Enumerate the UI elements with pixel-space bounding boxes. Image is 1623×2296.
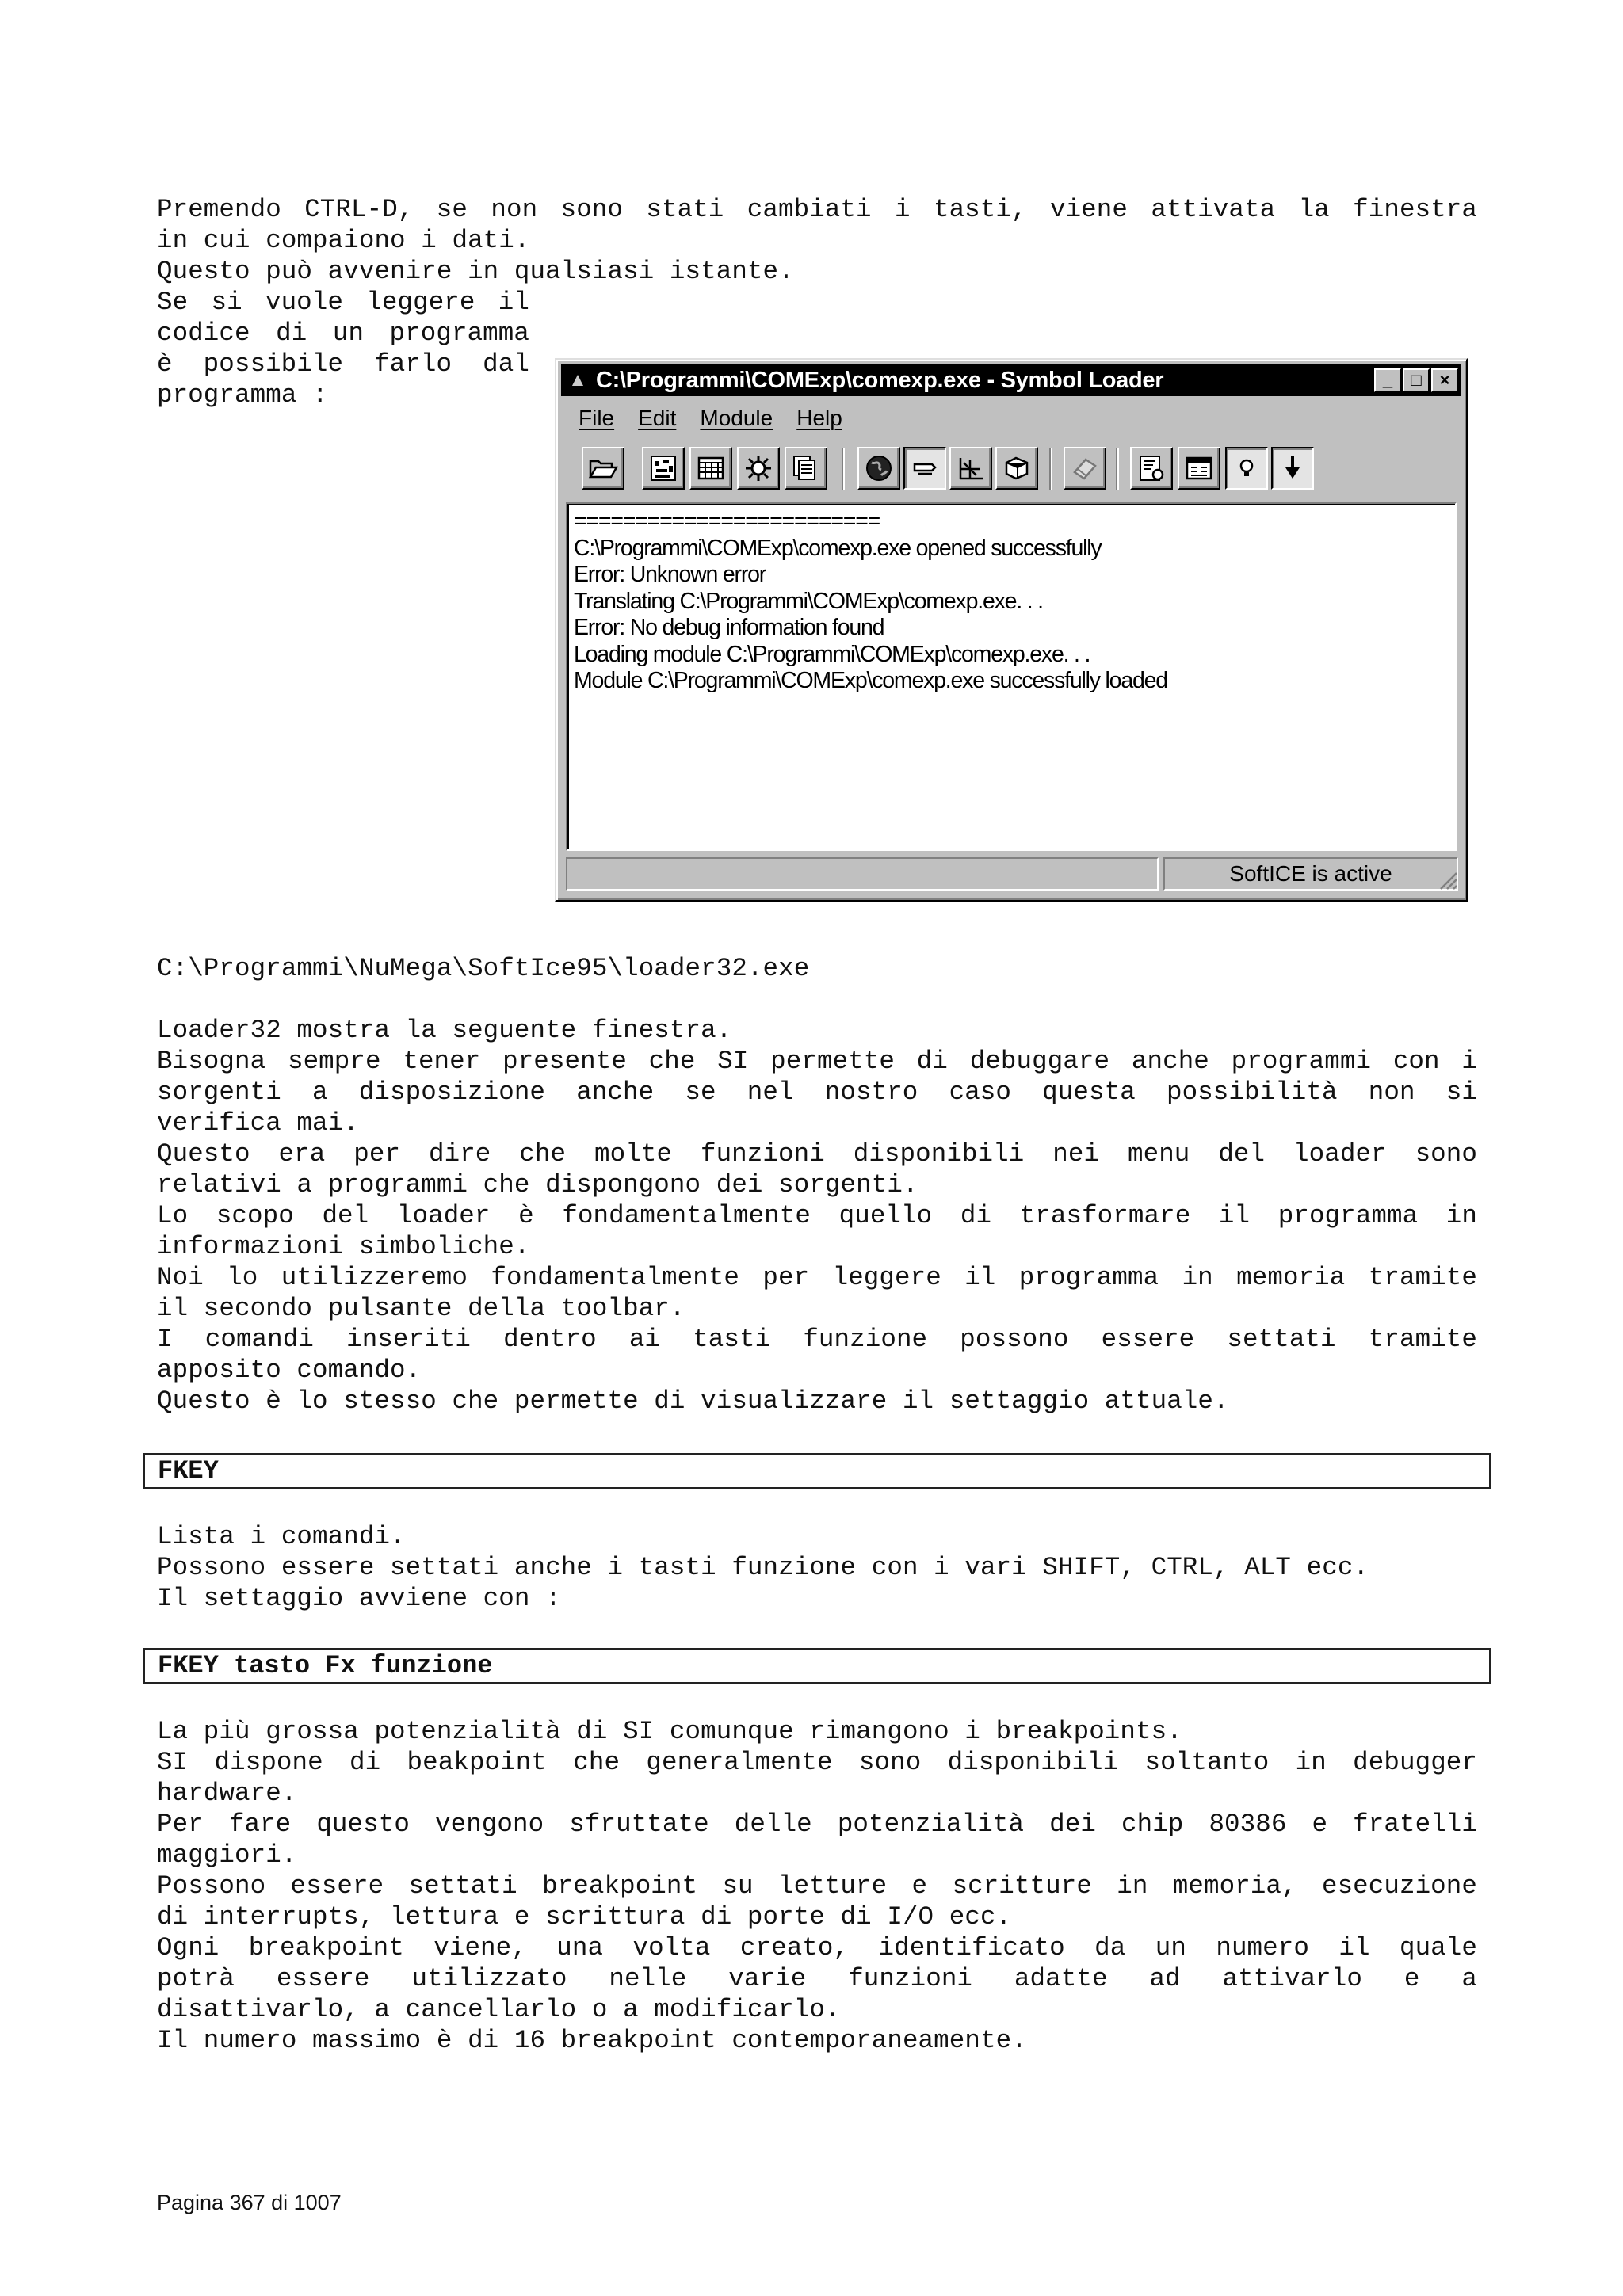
toolbar [566, 447, 1457, 493]
text-line: maggiori. [157, 1840, 297, 1870]
table-icon [696, 453, 726, 483]
text-line: il secondo pulsante della toolbar. [157, 1294, 685, 1323]
loader-path [157, 953, 1477, 984]
log-line: Error: No debug information found [574, 615, 884, 640]
paragraph-fkey [157, 1521, 1477, 1614]
menu-file[interactable]: File [579, 406, 615, 430]
text-line: potrà essere utilizzato nelle varie funzioni adatte ad attivarlo e a [157, 1964, 1477, 1993]
text-line: Lista i comandi. [157, 1522, 406, 1551]
text-line: disattivarlo, a cancellarlo o a modificarlo. [157, 1995, 841, 2024]
history-icon [1184, 453, 1214, 483]
text-line: Lo scopo del loader è fondamentalmente quello di trasformare il programma in [157, 1201, 1477, 1230]
grid-button[interactable] [949, 447, 992, 490]
resize-grip-icon[interactable] [1438, 870, 1458, 891]
text-line: informazioni simboliche. [157, 1232, 530, 1261]
open-folder-icon [588, 453, 618, 483]
toolbar-separator [1116, 448, 1119, 490]
settings-button[interactable] [737, 447, 780, 490]
log-line: Loading module C:\Programmi\COMExp\comexp.exe. . . [574, 641, 1090, 667]
symbol-loader-window [555, 358, 1468, 902]
text-line: Questo può avvenire in qualsiasi istante. [157, 257, 794, 286]
text-line: è possibile farlo dal [157, 349, 529, 379]
menu-edit[interactable]: Edit [638, 406, 677, 430]
log-line: ========================= [574, 509, 880, 534]
text-line: C:\Programmi\NuMega\SoftIce95\loader32.exe [157, 954, 810, 983]
page-number: Pagina 367 di 1007 [157, 2191, 342, 2214]
toolbar-separator [842, 448, 845, 490]
text-line: Questo è lo stesso che permette di visualizzare il settaggio attuale. [157, 1386, 1229, 1416]
eraser-icon [1070, 453, 1100, 483]
paragraph-breakpoints [157, 1716, 1477, 2056]
download-button[interactable] [1271, 447, 1314, 490]
history-button[interactable] [1178, 447, 1220, 490]
text-line: La più grossa potenzialità di SI comunque rimangono i breakpoints. [157, 1717, 1182, 1746]
pages-icon [791, 453, 821, 483]
log-line: C:\Programmi\COMExp\comexp.exe opened successfully [574, 535, 1102, 561]
eraser-button[interactable] [1064, 447, 1106, 490]
paragraph-loader [157, 1015, 1477, 1417]
text-line: codice di un programma [157, 318, 529, 348]
text-line: Noi lo utilizzeremo fondamentalmente per leggere il programma in memoria tramite [157, 1263, 1477, 1292]
text-line: in cui compaiono i dati. [157, 226, 530, 255]
text-line: sorgenti a disposizione anche se nel nostro caso questa possibilità non si [157, 1077, 1477, 1107]
text-line: Se si vuole leggere il [157, 288, 529, 317]
globe-icon [864, 453, 894, 483]
pages-button[interactable] [785, 447, 827, 490]
intro-text [157, 194, 1477, 287]
load-button[interactable] [642, 447, 685, 490]
package-icon [1002, 453, 1032, 483]
log-line: Error: Unknown error [574, 562, 766, 587]
text-line: di interrupts, lettura e scrittura di porte di I/O ecc. [157, 1902, 1012, 1932]
text-line: Possono essere settati anche i tasti funzione con i vari SHIFT, CTRL, ALT ecc. [157, 1553, 1369, 1582]
maximize-button[interactable]: □ [1403, 368, 1430, 392]
text-line: Possono essere settati breakpoint su letture e scritture in memoria, esecuzione [157, 1871, 1477, 1901]
status-text: SoftICE is active [1163, 857, 1458, 891]
settings-sheet-button[interactable] [1130, 447, 1173, 490]
minimize-button[interactable]: _ [1374, 368, 1401, 392]
text-line: Premendo CTRL-D, se non sono stati cambiati i tasti, viene attivata la finestra [157, 195, 1477, 224]
text-line: SI dispone di beakpoint che generalmente sono disponibili soltanto in debugger [157, 1748, 1477, 1777]
app-icon: ▲ [568, 369, 587, 391]
menu-bar [566, 402, 842, 434]
grid-icon [956, 453, 986, 483]
menu-module[interactable]: Module [700, 406, 773, 430]
translate-icon [910, 453, 940, 483]
load-module-icon [648, 453, 678, 483]
gear-icon [743, 453, 773, 483]
text-line: Loader32 mostra la seguente finestra. [157, 1016, 732, 1045]
text-line: Bisogna sempre tener presente che SI permette di debuggare anche programmi con i [157, 1047, 1477, 1076]
log-output[interactable] [566, 502, 1457, 851]
text-line: Per fare questo vengono sfruttate delle potenzialità dei chip 80386 e fratelli [157, 1810, 1477, 1839]
text-line: I comandi inseriti dentro ai tasti funzione possono essere settati tramite [157, 1325, 1477, 1354]
lightbulb-button[interactable] [1225, 447, 1268, 490]
lightbulb-icon [1232, 453, 1262, 483]
text-line: Il settaggio avviene con : [157, 1584, 561, 1613]
table-button[interactable] [689, 447, 732, 490]
text-line: apposito comando. [157, 1356, 422, 1385]
text-line: Ogni breakpoint viene, una volta creato, identificato da un numero il quale [157, 1933, 1477, 1962]
window-title: C:\Programmi\COMExp\comexp.exe - Symbol Loader [596, 367, 1164, 393]
text-line: verifica mai. [157, 1108, 359, 1138]
log-line: Module C:\Programmi\COMExp\comexp.exe successfully loaded [574, 668, 1167, 693]
open-button[interactable] [582, 447, 624, 490]
settings-sheet-icon [1136, 453, 1167, 483]
text-line: hardware. [157, 1779, 297, 1808]
status-bar [566, 857, 1460, 892]
close-button[interactable]: × [1431, 368, 1458, 392]
log-line: Translating C:\Programmi\COMExp\comexp.exe. . . [574, 588, 1043, 614]
intro-narrow-text [157, 287, 529, 410]
text-line: Questo era per dire che molte funzioni disponibili nei menu del loader sono [157, 1139, 1477, 1169]
text-line: Il numero massimo è di 16 breakpoint contemporaneamente. [157, 2026, 1027, 2055]
arrow-down-icon [1277, 453, 1308, 483]
package-button[interactable] [995, 447, 1038, 490]
command-box-fkey-syntax: FKEY tasto Fx funzione [143, 1648, 1491, 1684]
text-line: programma : [157, 380, 328, 410]
menu-help[interactable]: Help [796, 406, 842, 430]
toolbar-separator [1049, 448, 1052, 490]
status-pane-empty [566, 857, 1159, 891]
window-titlebar[interactable] [561, 364, 1461, 396]
globe-button[interactable] [857, 447, 900, 490]
command-box-fkey: FKEY [143, 1453, 1491, 1489]
text-line: relativi a programmi che dispongono dei sorgenti. [157, 1170, 918, 1199]
translate-button[interactable] [903, 447, 946, 490]
